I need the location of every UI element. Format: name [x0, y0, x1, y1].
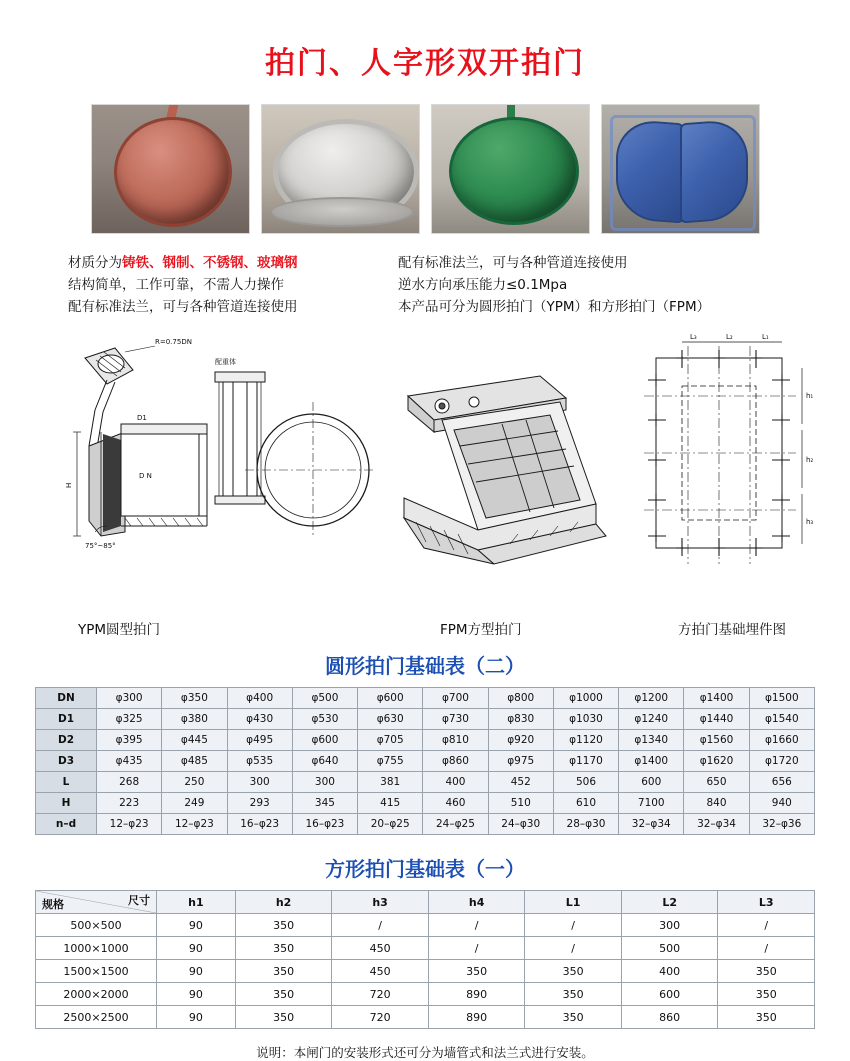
table-cell: 381 [358, 772, 423, 793]
table-cell: φ810 [423, 730, 488, 751]
photo-steel-flap-gate [261, 104, 420, 234]
feature-line-material [68, 252, 398, 274]
table-cell: φ430 [227, 709, 292, 730]
table-cell: 650 [684, 772, 749, 793]
table-cell: φ1120 [553, 730, 618, 751]
table-cell: 350 [718, 1006, 815, 1029]
drawing-captions [0, 618, 850, 644]
table-cell: 450 [332, 960, 429, 983]
table-cell: φ975 [488, 751, 553, 772]
table-cell: φ1540 [749, 709, 814, 730]
photo-blue-double-flap-gate [601, 104, 760, 234]
table-cell: 450 [332, 937, 429, 960]
table-cell: / [718, 914, 815, 937]
table-cell: 300 [227, 772, 292, 793]
table-cell: φ1660 [749, 730, 814, 751]
table-cell: 350 [718, 960, 815, 983]
table-cell: 300 [292, 772, 357, 793]
table-cell: 600 [621, 983, 718, 1006]
row-header: D2 [36, 730, 97, 751]
table-cell: 24–φ30 [488, 814, 553, 835]
table-cell: 940 [749, 793, 814, 814]
row-header: H [36, 793, 97, 814]
caption-fpm: FPM方型拍门 [440, 622, 522, 638]
table-row [36, 1006, 815, 1029]
label-angle: 75°~85° [85, 542, 116, 550]
feature-line-types: 本产品可分为圆形拍门（YPM）和方形拍门（FPM） [398, 299, 711, 315]
table-cell: 268 [97, 772, 162, 793]
table-cell: φ1720 [749, 751, 814, 772]
table-cell: 90 [157, 983, 236, 1006]
table-cell: φ300 [97, 688, 162, 709]
photo-strip [0, 104, 850, 234]
table-cell: 720 [332, 983, 429, 1006]
drawing-ypm-round [55, 336, 375, 586]
table-cell: φ400 [227, 688, 292, 709]
table-cell: 32–φ34 [619, 814, 684, 835]
table-row [36, 730, 815, 751]
table-cell: / [428, 914, 525, 937]
square-flap-gate-table [35, 890, 815, 1029]
round-flap-gate-table [35, 687, 815, 835]
table-cell: / [428, 937, 525, 960]
label-l3: L₃ [690, 333, 697, 341]
row-header: n–d [36, 814, 97, 835]
table-cell: 460 [423, 793, 488, 814]
row-spec: 1000×1000 [36, 937, 157, 960]
table-cell: 12–φ23 [162, 814, 227, 835]
caption-foundation: 方拍门基础埋件图 [678, 622, 786, 638]
table-cell: 32–φ34 [684, 814, 749, 835]
table-cell: 720 [332, 1006, 429, 1029]
row-spec: 2000×2000 [36, 983, 157, 1006]
table-row [36, 937, 815, 960]
table-cell: φ495 [227, 730, 292, 751]
table-cell: φ380 [162, 709, 227, 730]
corner-size-label: 尺寸 [128, 894, 150, 907]
table-cell: 350 [525, 1006, 622, 1029]
col-h2: h2 [235, 891, 332, 914]
table-cell: φ640 [292, 751, 357, 772]
table-row [36, 814, 815, 835]
table-cell: 90 [157, 937, 236, 960]
table-row [36, 772, 815, 793]
drawing-fpm-square [390, 358, 620, 573]
row-spec: 500×500 [36, 914, 157, 937]
table-cell: φ730 [423, 709, 488, 730]
table-cell: φ1200 [619, 688, 684, 709]
table-cell: 32–φ36 [749, 814, 814, 835]
feature-text-block [0, 252, 850, 318]
table-cell: φ920 [488, 730, 553, 751]
table-cell: φ700 [423, 688, 488, 709]
photo-green-flap-gate [431, 104, 590, 234]
table-row [36, 709, 815, 730]
table-cell: φ1560 [684, 730, 749, 751]
table-row [36, 793, 815, 814]
table-cell: 7100 [619, 793, 684, 814]
col-l1: L1 [525, 891, 622, 914]
feature-line-structure: 结构简单，工作可靠，不需人力操作 [68, 277, 284, 293]
table-cell: 452 [488, 772, 553, 793]
drawing-foundation-embedded [630, 328, 815, 578]
table-cell: φ1030 [553, 709, 618, 730]
row-header: DN [36, 688, 97, 709]
table-cell: 890 [428, 983, 525, 1006]
table-cell: φ395 [97, 730, 162, 751]
table-cell: 249 [162, 793, 227, 814]
table-cell: / [525, 914, 622, 937]
table-cell: φ1440 [684, 709, 749, 730]
table-cell: 500 [621, 937, 718, 960]
table-header-row [36, 891, 815, 914]
label-d1: D1 [137, 414, 147, 422]
table-cell: 350 [525, 983, 622, 1006]
table-cell: / [525, 937, 622, 960]
table-cell: / [332, 914, 429, 937]
table-cell: φ800 [488, 688, 553, 709]
table-cell: 223 [97, 793, 162, 814]
col-l3: L3 [718, 891, 815, 914]
label-counterweight: 配重体 [215, 358, 236, 366]
feature-material-highlight: 铸铁、钢制、不锈钢、玻璃钢 [122, 255, 298, 271]
table-cell: 506 [553, 772, 618, 793]
table-cell: 90 [157, 960, 236, 983]
table-cell: 293 [227, 793, 292, 814]
table-cell: φ630 [358, 709, 423, 730]
table-cell: φ1620 [684, 751, 749, 772]
table-cell: φ1000 [553, 688, 618, 709]
label-l1: L₁ [762, 333, 769, 341]
feature-column-right [398, 252, 798, 318]
table-cell: 24–φ25 [423, 814, 488, 835]
table-cell: φ1400 [684, 688, 749, 709]
row-spec: 1500×1500 [36, 960, 157, 983]
table-cell: 400 [423, 772, 488, 793]
label-dn: D N [139, 472, 152, 480]
corner-spec-label: 规格 [42, 898, 64, 911]
table-cell: 350 [718, 983, 815, 1006]
table-cell: 840 [684, 793, 749, 814]
table-cell: φ350 [162, 688, 227, 709]
table-cell: φ500 [292, 688, 357, 709]
table-cell: φ530 [292, 709, 357, 730]
row-header: D1 [36, 709, 97, 730]
table-cell: φ755 [358, 751, 423, 772]
feature-line-flange-left: 配有标准法兰，可与各种管道连接使用 [68, 299, 298, 315]
table-cell: 350 [235, 960, 332, 983]
table-cell: 860 [621, 1006, 718, 1029]
footer-note: 说明：本闸门的安装形式还可分为墙管式和法兰式进行安装。 [256, 1045, 594, 1060]
row-header: L [36, 772, 97, 793]
technical-drawings [0, 328, 850, 618]
table-cell: 16–φ23 [227, 814, 292, 835]
table-cell: 300 [621, 914, 718, 937]
table-cell: 656 [749, 772, 814, 793]
table-cell: 890 [428, 1006, 525, 1029]
table-cell: φ535 [227, 751, 292, 772]
table-cell: 20–φ25 [358, 814, 423, 835]
table-cell: φ1340 [619, 730, 684, 751]
label-h3: h₃ [806, 518, 814, 526]
label-r075dn: R=0.75DN [155, 338, 192, 346]
table-cell: φ325 [97, 709, 162, 730]
table-cell: 90 [157, 1006, 236, 1029]
label-l2: L₂ [726, 333, 733, 341]
table-cell: φ705 [358, 730, 423, 751]
caption-ypm: YPM圆型拍门 [78, 622, 161, 638]
table-cell: 350 [235, 937, 332, 960]
table-cell: φ435 [97, 751, 162, 772]
table-cell: φ1400 [619, 751, 684, 772]
table-cell: 250 [162, 772, 227, 793]
table-cell: 350 [428, 960, 525, 983]
table-cell: 415 [358, 793, 423, 814]
table-cell: φ600 [292, 730, 357, 751]
label-h2: h₂ [806, 456, 814, 464]
label-h1: h₁ [806, 392, 814, 400]
table-cell: 610 [553, 793, 618, 814]
row-header: D3 [36, 751, 97, 772]
table-cell: φ1500 [749, 688, 814, 709]
table-cell: φ445 [162, 730, 227, 751]
section-title-round-table: 圆形拍门基础表（二） [325, 654, 525, 678]
table-cell: 350 [235, 983, 332, 1006]
table-cell: 90 [157, 914, 236, 937]
table-cell: 350 [235, 1006, 332, 1029]
table-cell: 350 [235, 914, 332, 937]
table-cell: 16–φ23 [292, 814, 357, 835]
table-cell: φ1240 [619, 709, 684, 730]
table-cell: φ830 [488, 709, 553, 730]
row-spec: 2500×2500 [36, 1006, 157, 1029]
table-cell: φ600 [358, 688, 423, 709]
photo-red-flap-gate [91, 104, 250, 234]
feature-line-pressure: 逆水方向承压能力≤0.1Mpa [398, 277, 568, 293]
col-h1: h1 [157, 891, 236, 914]
section-title-square-table: 方形拍门基础表（一） [325, 857, 525, 881]
table-cell: 400 [621, 960, 718, 983]
table-cell: 345 [292, 793, 357, 814]
table-row [36, 914, 815, 937]
feature-line-flange-right: 配有标准法兰，可与各种管道连接使用 [398, 255, 628, 271]
table-cell: φ485 [162, 751, 227, 772]
table-cell: 510 [488, 793, 553, 814]
table-row [36, 688, 815, 709]
table-cell: φ1170 [553, 751, 618, 772]
col-h4: h4 [428, 891, 525, 914]
feature-material-prefix: 材质分为 [68, 255, 122, 271]
col-l2: L2 [621, 891, 718, 914]
label-h: H [65, 482, 73, 488]
page-title: 拍门、人字形双开拍门 [265, 46, 585, 81]
feature-column-left [68, 252, 398, 318]
table-cell: φ860 [423, 751, 488, 772]
table-cell: 28–φ30 [553, 814, 618, 835]
table-cell: 600 [619, 772, 684, 793]
table-cell: / [718, 937, 815, 960]
table-row [36, 960, 815, 983]
col-h3: h3 [332, 891, 429, 914]
table-row [36, 983, 815, 1006]
table-corner-cell [36, 891, 157, 914]
table-row [36, 751, 815, 772]
table-cell: 12–φ23 [97, 814, 162, 835]
table-cell: 350 [525, 960, 622, 983]
